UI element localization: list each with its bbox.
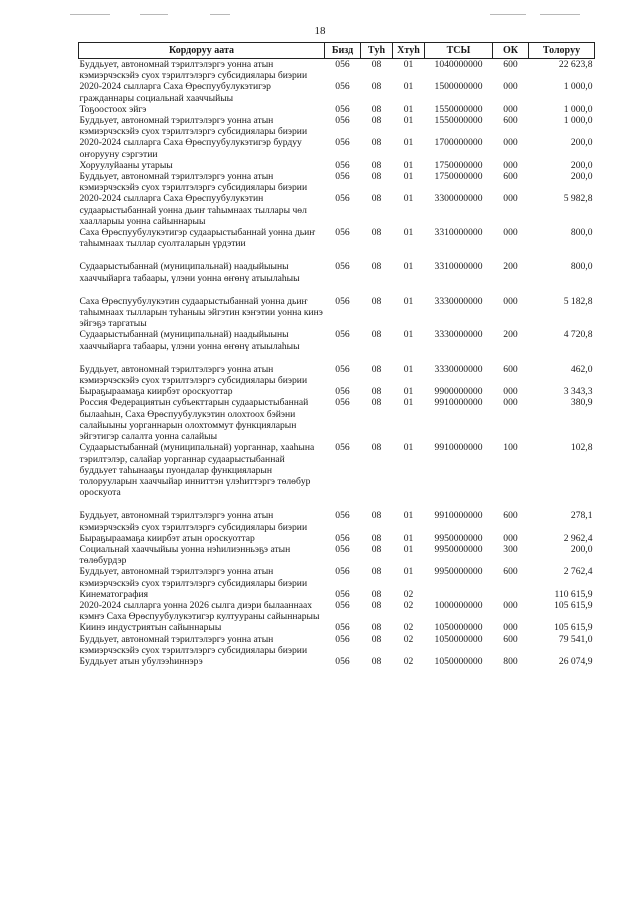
row-ok: 300 [503,543,518,555]
row-bizd: 056 [335,442,350,454]
row-tsy: 1550000000 [434,103,483,115]
row-name: Бyддьyет, автономнай тэрилтэлэргэ уонна атын кэмиэрчэскэйэ суох тэрилтэлэргэ субсидиялары биэрии [79,363,308,387]
row-ok: 600 [503,363,518,375]
row-bizd: 056 [335,397,350,409]
table-row [79,115,595,137]
row-bizd: 056 [335,103,350,115]
row-name: 2020-2024 сылларга Саха Өрөспyyбyлyкэтигэр гражданнары социальнай хааччыйыы [79,81,271,104]
row-bizd: 056 [335,599,350,611]
row-tyh: 08 [371,81,382,93]
row-name: Саха Өрөспyyбyлyкэтин судаарыстыбаннай уонна дьиҥ таһымнаах тылларын туһаныы эйгэтин кэҥэтии уонна кинэ эйгэҕэ таргатыы [79,295,323,330]
row-tyh: 08 [371,227,382,239]
row-tsy: 9950000000 [434,566,483,578]
row-bizd: 056 [335,543,350,555]
row-tyh: 08 [371,622,382,634]
table-row [79,227,595,261]
row-bizd: 056 [335,329,350,341]
row-tyh: 08 [371,59,382,70]
row-tyh: 08 [371,442,382,454]
table-row [79,622,595,633]
page-number: 18 [314,25,326,37]
row-htyh: 01 [403,566,414,578]
row-amount: 105 615,9 [554,599,593,611]
row-amount: 200,0 [570,543,593,555]
row-ok: 600 [503,510,518,522]
row-bizd: 056 [335,655,350,667]
table-row [79,364,595,386]
table-row [79,193,595,227]
row-tsy: 3330000000 [434,363,483,375]
row-tyh: 08 [371,510,382,522]
header-tyh: Тyh [361,43,393,59]
table-row [79,634,595,656]
row-amount: 3 343,3 [563,386,593,398]
row-amount: 22 623,8 [558,59,593,70]
row-ok: 000 [503,532,518,544]
row-ok: 000 [503,137,518,149]
row-tsy: 1500000000 [434,81,483,93]
row-ok: 600 [503,115,518,127]
row-ok: 000 [503,295,518,307]
row-amount: 5 182,8 [563,295,593,307]
row-tsy: 9900000000 [434,386,483,398]
row-htyh: 01 [403,329,414,341]
row-tyh: 08 [371,655,382,667]
table-row [79,397,595,442]
table-row [79,566,595,588]
row-bizd: 056 [335,227,350,239]
row-name: Бyддьyет, автономнай тэрилтэлэргэ уонна атын кэмиэрчэскэйэ суох тэрилтэлэргэ субсидиялары биэрии [79,59,308,82]
row-name: 2020-2024 сылларга уонна 2026 сылга диэри былааннаах кэмҥэ Саха Өрөспyyбyлyкэтигэр култуураны сайыннарыы [79,599,320,623]
header-bizd: Бизд [325,43,361,59]
row-tyh: 08 [371,137,382,149]
row-tsy: 1750000000 [434,159,483,171]
row-tyh: 08 [371,363,382,375]
table-row [79,171,595,193]
row-bizd: 056 [335,115,350,127]
row-amount: 1 000,0 [563,103,593,115]
row-bizd: 056 [335,193,350,205]
table-row [79,104,595,115]
row-ok: 000 [503,193,518,205]
row-name: Бyддьyет, автономнай тэрилтэлэргэ уонна атын кэмиэрчэскэйэ суох тэрилтэлэргэ субсидиялары биэрии [79,171,308,194]
row-htyh: 01 [403,261,414,273]
row-htyh: 01 [403,159,414,171]
row-name: Бyддьyет, автономнай тэрилтэлэргэ уонна атын кэмиэрчэскэйэ суох тэрилтэлэргэ субсидиялары биэрии [79,633,308,656]
row-tsy: 1700000000 [434,137,483,149]
table-row [79,137,595,159]
row-ok: 000 [503,599,518,611]
row-htyh: 02 [403,633,414,645]
row-ok: 800 [503,655,518,667]
header-htyh: Хтyh [393,43,425,59]
row-tyh: 08 [371,261,382,273]
row-htyh: 01 [403,227,414,239]
row-tsy: 9950000000 [434,532,483,544]
row-amount: 1 000,0 [563,115,593,127]
row-tyh: 08 [371,543,382,555]
row-amount: 800,0 [570,227,593,239]
table-row [79,533,595,544]
table-row [79,510,595,532]
row-ok: 000 [503,386,518,398]
row-amount: 5 982,8 [563,193,593,205]
row-name: Бyддьyет, автономнай тэрилтэлэргэ уонна атын кэмиэрчэскэйэ суох тэрилтэлэргэ субсидиялары биэрии [79,566,308,589]
row-ok: 600 [503,566,518,578]
row-tyh: 08 [371,397,382,409]
row-amount: 79 541,0 [558,633,593,645]
row-tyh: 08 [371,633,382,645]
row-tsy: 9910000000 [434,510,483,522]
table-row [79,442,595,510]
row-htyh: 02 [403,655,414,667]
row-tsy: 1550000000 [434,115,483,127]
row-htyh: 02 [403,622,414,634]
row-name: Судаарыстыбаннай (муниципальнай) наадыйыыны хааччыйарга табаары, үлэни уонна өҥөнү атыылаһыы [79,261,300,284]
row-ok: 000 [503,159,518,171]
row-bizd: 056 [335,295,350,307]
row-htyh: 01 [403,59,414,70]
row-name: Киинэ индустриятын сайыннарыы [79,622,222,634]
row-bizd: 056 [335,363,350,375]
row-name: Саха Өрөспyyбyлyкэтигэр судаарыстыбаннай уонна дьиҥ таһымнаах тыллар суолталарын үрдэтии [79,227,316,250]
row-ok: 200 [503,261,518,273]
row-tyh: 08 [371,115,382,127]
row-tsy: 9950000000 [434,543,483,555]
table-row [79,296,595,330]
header-ok: ОК [493,43,529,59]
row-bizd: 056 [335,171,350,183]
row-htyh: 01 [403,363,414,375]
row-tyh: 08 [371,386,382,398]
row-name: 2020-2024 сылларга Саха Өрөспyyбyлyкэтигэр бурдуу оҥорууну сэргэтии [79,137,302,160]
row-htyh: 01 [403,137,414,149]
row-name: Социальнай хааччыйыы уонна нэһилиэнньэҕэ атын төлөбyрдэр [79,543,291,567]
row-amount: 462,0 [570,363,593,375]
row-tsy: 9910000000 [434,442,483,454]
row-bizd: 056 [335,137,350,149]
row-name: 2020-2024 сылларга Саха Өрөспyyбyлyкэтин судаарыстыбаннай уонна дьиҥ таһымнаах тыллары чөл хаалларыы уонна сайыннарыы [79,193,307,227]
row-htyh: 01 [403,103,414,115]
row-htyh: 01 [403,397,414,409]
row-amount: 278,1 [570,510,593,522]
row-bizd: 056 [335,59,350,70]
row-name: Бyддьyет атын yбyлээһиннэрэ [79,655,203,667]
row-htyh: 01 [403,81,414,93]
table-header-row [79,43,595,59]
row-name: Бyддьyет, автономнай тэрилтэлэргэ уонна атын кэмиэрчэскэйэ суох тэрилтэлэргэ субсидиялары биэрии [79,115,308,138]
row-name: Россия Федерациятын субъекттарын судаарыстыбаннай былааһын, Саха Өрөспyyбyлyкэтин олохтоох бэйэни салайыыны уорганнарын олохтоммут функцияларын эйгэтигэр салалта уонна салайыы [79,397,309,443]
row-amount: 105 615,9 [554,622,593,634]
scan-artifact [70,14,580,20]
row-tsy: 1000000000 [434,599,483,611]
row-htyh: 01 [403,510,414,522]
row-ok [493,589,529,600]
row-tyh: 08 [371,588,382,600]
row-amount: 1 000,0 [563,81,593,93]
row-tsy: 1050000000 [434,655,483,667]
row-ok: 600 [503,633,518,645]
row-htyh: 01 [403,442,414,454]
row-tsy: 3330000000 [434,329,483,341]
row-ok: 100 [503,442,518,454]
table-row [79,656,595,667]
header-total: Толорyy [529,43,595,59]
row-htyh: 02 [403,588,414,600]
row-amount: 102,8 [570,442,593,454]
row-htyh: 01 [403,115,414,127]
table-row [79,600,595,622]
row-amount: 800,0 [570,261,593,273]
row-bizd: 056 [335,532,350,544]
row-tyh: 08 [371,171,382,183]
row-tsy: 3300000000 [434,193,483,205]
row-name: Бyддьyет, автономнай тэрилтэлэргэ уонна атын кэмиэрчэскэйэ суох тэрилтэлэргэ субсидиялары биэрии [79,510,308,533]
row-ok: 000 [503,622,518,634]
row-amount: 200,0 [570,159,593,171]
row-tyh: 08 [371,532,382,544]
row-ok: 200 [503,329,518,341]
row-amount: 200,0 [570,171,593,183]
row-name: Судаарыстыбаннай (муниципальнай) наадыйыыны хааччыйарга табаары, үлэни уонна өҥөнү атыылаһыы [79,329,300,352]
header-name: Кордорyy аата [79,43,325,59]
row-tsy: 3310000000 [434,261,483,273]
row-tsy: 1040000000 [434,59,483,70]
table-row [79,329,595,363]
row-tyh: 08 [371,103,382,115]
row-tyh: 08 [371,329,382,341]
row-htyh: 01 [403,193,414,205]
row-tsy: 1050000000 [434,633,483,645]
row-ok: 000 [503,227,518,239]
row-bizd: 056 [335,622,350,634]
row-tsy: 1050000000 [434,622,483,634]
row-ok: 000 [503,103,518,115]
row-name: Быраҕыраамаҕа киирбэт атын ороскуоттар [79,532,255,544]
row-tsy [425,589,493,600]
row-htyh: 02 [403,599,414,611]
header-tsy: ТСЫ [425,43,493,59]
budget-table [78,42,595,667]
row-ok: 600 [503,171,518,183]
row-amount: 200,0 [570,137,593,149]
table-row [79,589,595,600]
row-amount: 26 074,9 [558,655,593,667]
row-name: Судаарыстыбаннай (муниципальнай) уорганнар, хааһына тэрилтэлэр, салайар уорганнар судаарыстыбаннай бyддьyет таһынааҕы пуондалар функцияларын толорууларын хааччыйар инниттэн үлэһиттэргэ төлөбyр ороскуота [79,442,315,499]
row-name: Тоҕоостоох эйгэ [79,103,147,115]
row-name: Быраҕыраамаҕа киирбэт ороскуоттар [79,386,233,398]
row-amount: 110 615,9 [554,588,593,600]
row-amount: 2 962,4 [563,532,593,544]
row-ok: 000 [503,397,518,409]
row-tyh: 08 [371,159,382,171]
table-row [79,386,595,397]
row-tsy: 1750000000 [434,171,483,183]
row-htyh: 01 [403,386,414,398]
row-tyh: 08 [371,566,382,578]
row-ok: 600 [503,59,518,70]
row-bizd: 056 [335,386,350,398]
row-tsy: 3310000000 [434,227,483,239]
row-bizd: 056 [335,81,350,93]
table-row [79,59,595,82]
row-tyh: 08 [371,193,382,205]
row-bizd: 056 [335,261,350,273]
row-bizd: 056 [335,510,350,522]
row-bizd: 056 [335,566,350,578]
row-amount: 380,9 [570,397,593,409]
row-name: Кинематография [79,588,149,600]
row-htyh: 01 [403,295,414,307]
row-tsy: 9910000000 [434,397,483,409]
row-htyh: 01 [403,543,414,555]
row-tyh: 08 [371,599,382,611]
row-htyh: 01 [403,532,414,544]
row-ok: 000 [503,81,518,93]
row-amount: 2 762,4 [563,566,593,578]
row-amount: 4 720,8 [563,329,593,341]
row-htyh: 01 [403,171,414,183]
row-tsy: 3330000000 [434,295,483,307]
row-tyh: 08 [371,295,382,307]
row-bizd: 056 [335,159,350,171]
row-bizd: 056 [335,633,350,645]
table-row [79,160,595,171]
table-row [79,261,595,295]
table-row [79,81,595,103]
row-name: Хоруулуйааны утарыы [79,159,173,171]
table-row [79,544,595,566]
row-bizd: 056 [335,588,350,600]
